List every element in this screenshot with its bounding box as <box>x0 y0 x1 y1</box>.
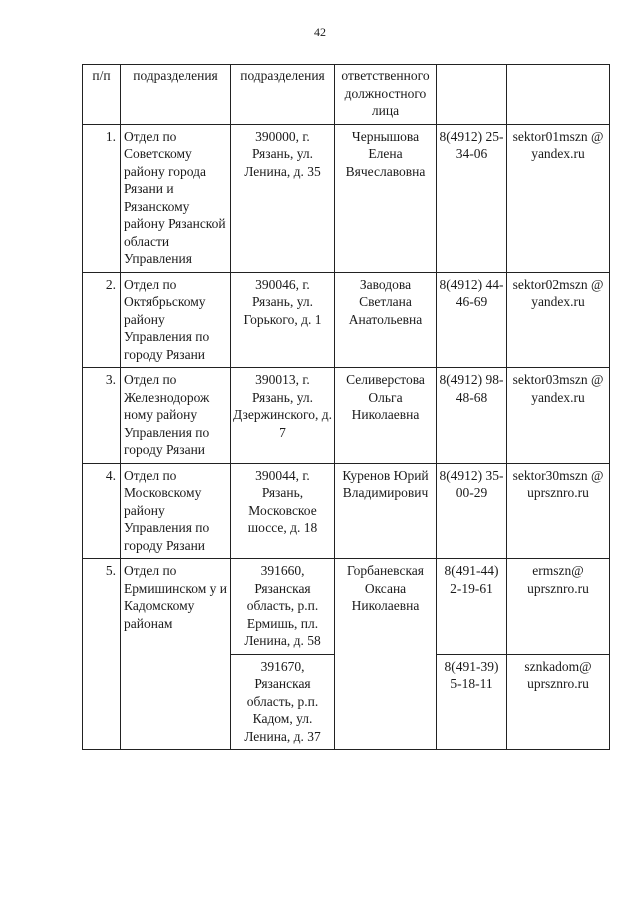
table-row <box>83 272 610 368</box>
department-name: Отдел по Железнодорож ному району Управления по городу Рязани <box>121 368 231 464</box>
email-address: ermszn@ uprsznro.ru <box>507 559 610 655</box>
department-address: 390044, г. Рязань, Московское шоссе, д. 18 <box>231 463 335 559</box>
table-row <box>83 124 610 272</box>
phone-number: 8(491-44) 2-19-61 <box>437 559 507 655</box>
row-number: 5. <box>83 559 121 750</box>
department-name: Отдел по Московскому району Управления по городу Рязани <box>121 463 231 559</box>
page-number: 42 <box>314 25 326 39</box>
header-email <box>507 65 610 125</box>
table-row <box>83 368 610 464</box>
row-number: 1. <box>83 124 121 272</box>
responsible-person: Чернышова Елена Вячеславовна <box>335 124 437 272</box>
header-address: подразделения <box>231 65 335 125</box>
department-address: 390000, г. Рязань, ул. Ленина, д. 35 <box>231 124 335 272</box>
row-number: 4. <box>83 463 121 559</box>
email-address: sektor02mszn @ yandex.ru <box>507 272 610 368</box>
department-address: 390046, г. Рязань, ул. Горького, д. 1 <box>231 272 335 368</box>
table-row <box>83 463 610 559</box>
department-address: 391660, Рязанская область, р.п. Ермишь, пл. Ленина, д. 58 <box>231 559 335 655</box>
phone-number: 8(4912) 44-46-69 <box>437 272 507 368</box>
department-name: Отдел по Октябрьскому району Управления по городу Рязани <box>121 272 231 368</box>
email-address: sektor01mszn @ yandex.ru <box>507 124 610 272</box>
row-number: 3. <box>83 368 121 464</box>
responsible-person: Горбаневская Оксана Николаевна <box>335 559 437 750</box>
department-name: Отдел по Советскому району города Рязани и Рязанскому району Рязанской области Управления <box>121 124 231 272</box>
row-number: 2. <box>83 272 121 368</box>
email-address: sektor30mszn @ uprsznro.ru <box>507 463 610 559</box>
department-address: 390013, г. Рязань, ул. Дзержинского, д. 7 <box>231 368 335 464</box>
responsible-person: Селиверстова Ольга Николаевна <box>335 368 437 464</box>
table-row <box>83 559 610 655</box>
header-number: п/п <box>83 65 121 125</box>
departments-table <box>82 64 610 750</box>
phone-number: 8(4912) 35-00-29 <box>437 463 507 559</box>
email-address-2: sznkadom@ uprsznro.ru <box>507 654 610 750</box>
email-address: sektor03mszn @ yandex.ru <box>507 368 610 464</box>
department-address-2: 391670, Рязанская область, р.п. Кадом, ул. Ленина, д. 37 <box>231 654 335 750</box>
table-header-row <box>83 65 610 125</box>
header-person: ответственного должностного лица <box>335 65 437 125</box>
responsible-person: Куренов Юрий Владимирович <box>335 463 437 559</box>
phone-number: 8(4912) 25-34-06 <box>437 124 507 272</box>
phone-number: 8(4912) 98-48-68 <box>437 368 507 464</box>
responsible-person: Заводова Светлана Анатольевна <box>335 272 437 368</box>
header-department: подразделения <box>121 65 231 125</box>
header-phone <box>437 65 507 125</box>
phone-number-2: 8(491-39) 5-18-11 <box>437 654 507 750</box>
department-name: Отдел по Ермишинском у и Кадомскому районам <box>121 559 231 750</box>
